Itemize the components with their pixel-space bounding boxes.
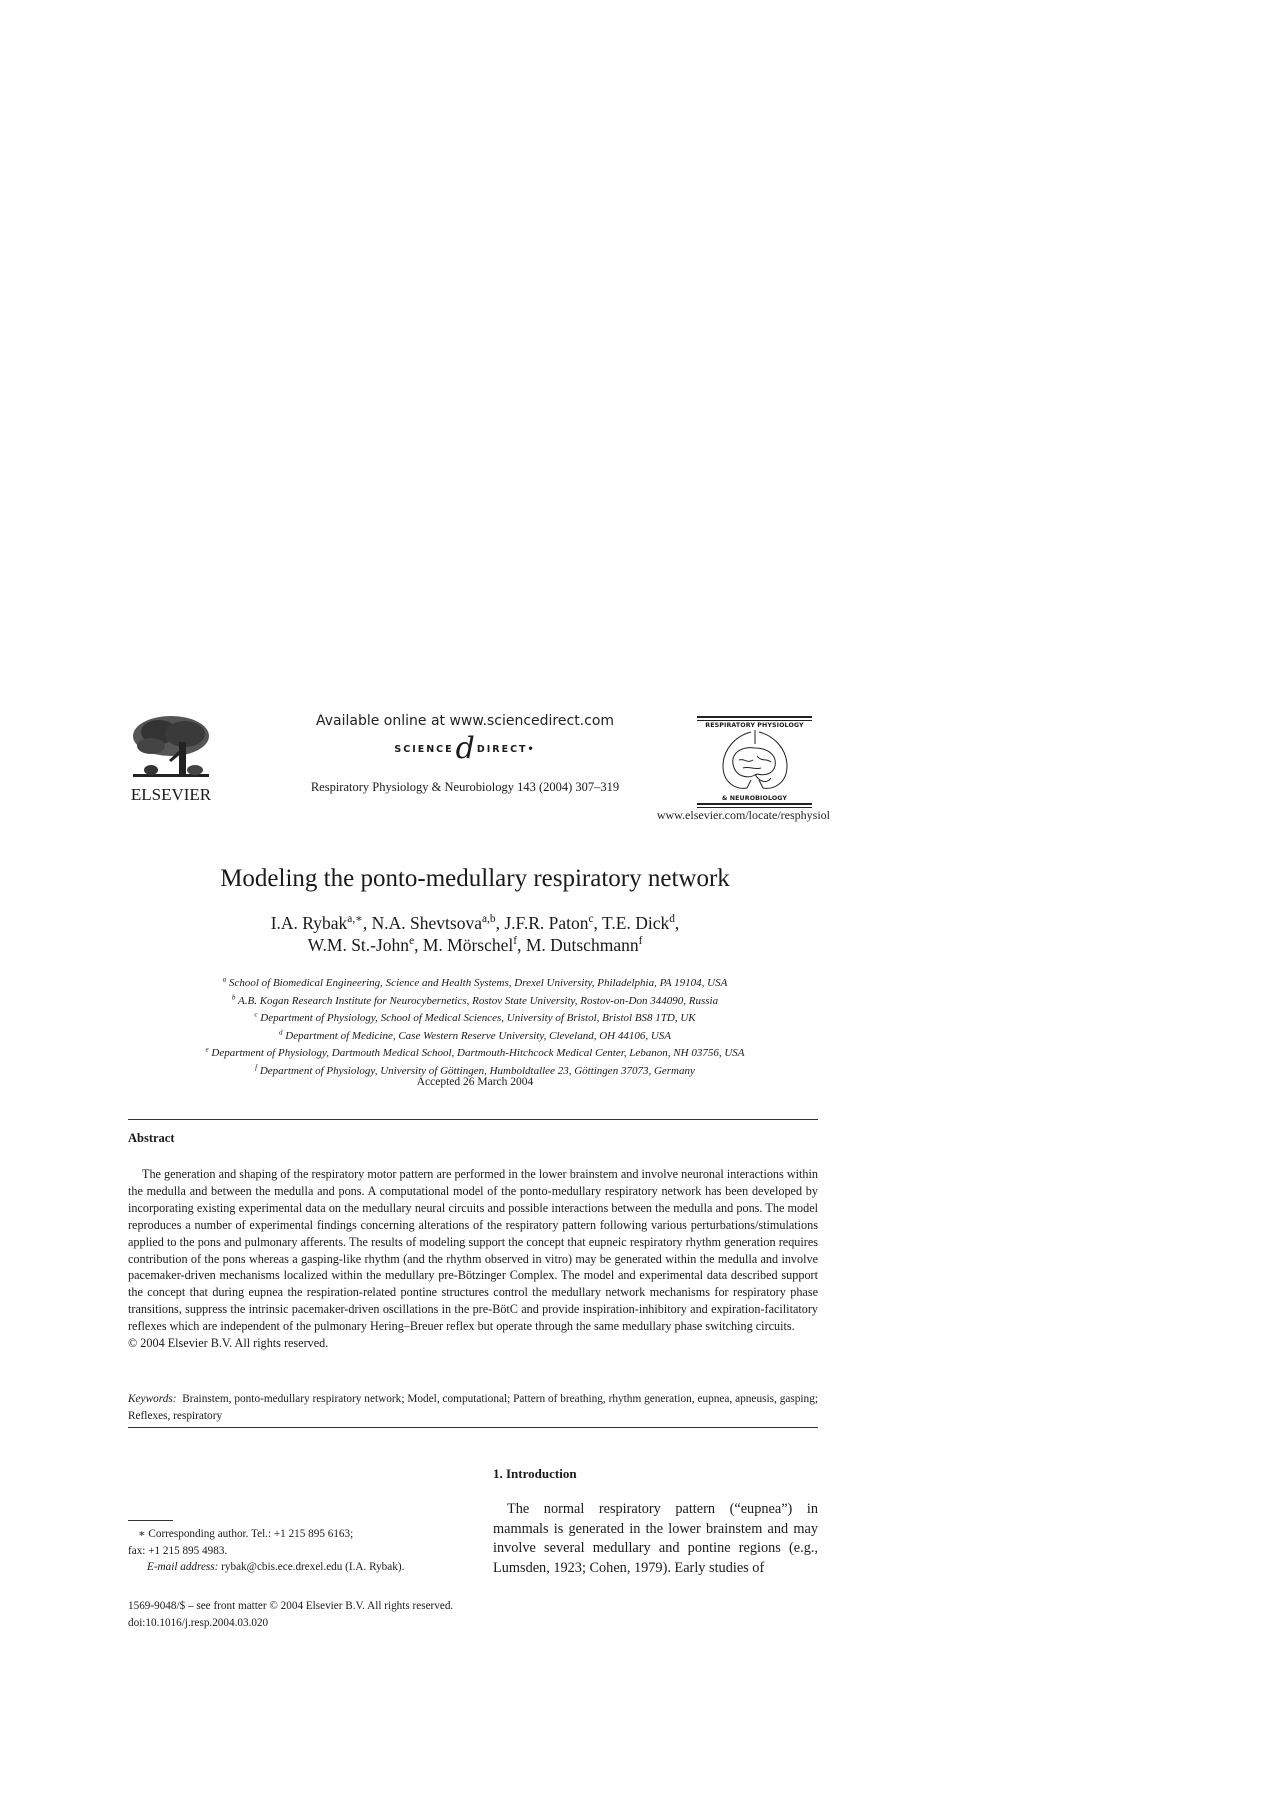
email-note: [128, 1559, 473, 1576]
affiliation: $^d$ Department of Medicine, Case Western Reserve University, Cleveland, OH 44106, USA: [278, 1027, 672, 1042]
author[interactable]: N.A. Shevtsova$^{a,b}$: [371, 913, 496, 933]
affiliation: $^b$ A.B. Kogan Research Institute for Neurocybernetics, Rostov State University, Rostov-on-Don 344090, Russia: [231, 992, 719, 1007]
sciencedirect-header: [300, 712, 630, 795]
author[interactable]: I.A. Rybak$^{a,∗}$: [270, 913, 363, 933]
email-address-link[interactable]: rybak@cbis.ece.drexel.edu (I.A. Rybak).: [218, 1561, 405, 1573]
author[interactable]: M. Mörschel$^f$: [422, 935, 518, 955]
author-line-1: I.A. Rybak$^{a,∗}$, N.A. Shevtsova$^{a,b}$, J.F.R. Paton$^c$, T.E. Dick$^d$,: [270, 913, 680, 933]
sciencedirect-logo: [300, 731, 630, 766]
corresponding-author-note: ∗ Corresponding author. Tel.: +1 215 895 6163;: [138, 1528, 354, 1540]
introduction-body: The normal respiratory pattern (“eupnea”) in mammals is generated in the lower brainstem and may involve several medullary and pontine regions (e.g., Lumsden, 1923; Cohen, 1979). Early studies of: [493, 1501, 818, 1576]
affiliation: $^e$ Department of Physiology, Dartmouth Medical School, Dartmouth-Hitchcock Medical Center, Lebanon, NH 03756, USA: [205, 1045, 745, 1059]
keywords: [128, 1391, 818, 1424]
abstract-heading: Abstract: [128, 1131, 175, 1145]
affiliations: [120, 975, 830, 1080]
sciencedirect-word-right: DIRECT•: [476, 743, 536, 755]
journal-url-link[interactable]: www.elsevier.com/locate/resphysiol: [656, 808, 830, 822]
author-line-2: W.M. St.-John$^e$, M. Mörschel$^f$, M. Dutschmann$^f$: [307, 935, 643, 955]
front-matter: [128, 1598, 488, 1631]
abstract-text: The generation and shaping of the respiratory motor pattern are performed in the lower brainstem and involve neuronal interactions within the medulla and between the medulla and pons. A computational model of the ponto-medullary respiratory network has been developed by incorporating existing experimental data on the medullary neural circuits and possible interactions between the medulla and pons. The model reproduces a number of experimental findings concerning alterations of the respiratory pattern following various perturbations/stimulations applied to the pons and pulmonary afferents. The results of modeling support the concept that eupneic respiratory rhythm generation requires contribution of the pons whereas a gasping-like rhythm (and the rhythm observed in vitro) may be generated within the medulla and involve pacemaker-driven mechanisms localized within the medullary pre-Bötzinger Complex. The model and experimental data described support the concept that during eupnea the respiration-related pontine structures control the medullary network mechanisms for respiratory phase transitions, suppress the intrinsic pacemaker-driven oscillations in the pre-BötC and provide inspiration-inhibitory and expiration-facilitatory reflexes which are independent of the pulmonary Hering–Breuer reflex but operate through the same medullary phase switching circuits.: [128, 1167, 818, 1334]
sciencedirect-word-left: SCIENCE: [394, 743, 454, 755]
affiliation: $^a$ School of Biomedical Engineering, Science and Health Systems, Drexel University, Philadelphia, PA 19104, USA: [222, 975, 728, 989]
author[interactable]: J.F.R. Paton$^c$: [504, 913, 594, 933]
affiliation: $^c$ Department of Physiology, School of Medical Sciences, University of Bristol, Bristol BS8 1TD, UK: [254, 1010, 696, 1024]
email-label: E-mail address:: [147, 1561, 219, 1573]
abstract-top-rule: [128, 1119, 818, 1120]
abstract-body: [128, 1166, 818, 1352]
doi-link[interactable]: doi:10.1016/j.resp.2004.03.020: [128, 1616, 269, 1629]
introduction-heading: 1. Introduction: [493, 1466, 577, 1481]
author[interactable]: W.M. St.-John$^e$: [307, 935, 415, 955]
journal-reference: Respiratory Physiology & Neurobiology 143 (2004) 307–319: [310, 780, 620, 794]
abstract-copyright: © 2004 Elsevier B.V. All rights reserved.: [128, 1336, 329, 1351]
footnotes: [128, 1526, 473, 1576]
issn-line: 1569-9048/$ – see front matter © 2004 Elsevier B.V. All rights reserved.: [128, 1600, 454, 1612]
keywords-list: Brainstem, ponto-medullary respiratory network; Model, computational; Pattern of breathing, rhythm generation, eupnea, apneusis, gasping; Reflexes, respiratory: [128, 1393, 818, 1422]
journal-logo-bottom-text: & NEUROBIOLOGY: [721, 795, 788, 802]
accepted-date: Accepted 26 March 2004: [416, 1076, 534, 1088]
keywords-label: Keywords:: [128, 1393, 177, 1405]
author[interactable]: T.E. Dick$^d$: [601, 913, 675, 933]
author[interactable]: M. Dutschmann$^f$: [525, 935, 643, 955]
article-title: Modeling the ponto-medullary respiratory network: [220, 865, 730, 892]
journal-logo-top-text: RESPIRATORY PHYSIOLOGY: [705, 722, 804, 729]
author-list: [120, 912, 830, 956]
footnote-rule: [128, 1520, 173, 1521]
sciencedirect-at-icon: d: [455, 731, 475, 766]
journal-logo: [697, 716, 812, 808]
available-online-link[interactable]: Available online at www.sciencedirect.com: [315, 713, 615, 729]
affiliation: $^f$ Department of Physiology, University of Göttingen, Humboldtallee 23, Göttingen 37073, Germany: [255, 1062, 695, 1077]
fax-note: fax: +1 215 895 4983.: [128, 1544, 228, 1557]
brain-lungs-icon: [715, 730, 795, 794]
abstract-bottom-rule: [128, 1427, 818, 1428]
elsevier-tree-icon: [129, 712, 213, 784]
elsevier-logo: [127, 712, 215, 812]
elsevier-wordmark: ELSEVIER: [130, 785, 212, 804]
